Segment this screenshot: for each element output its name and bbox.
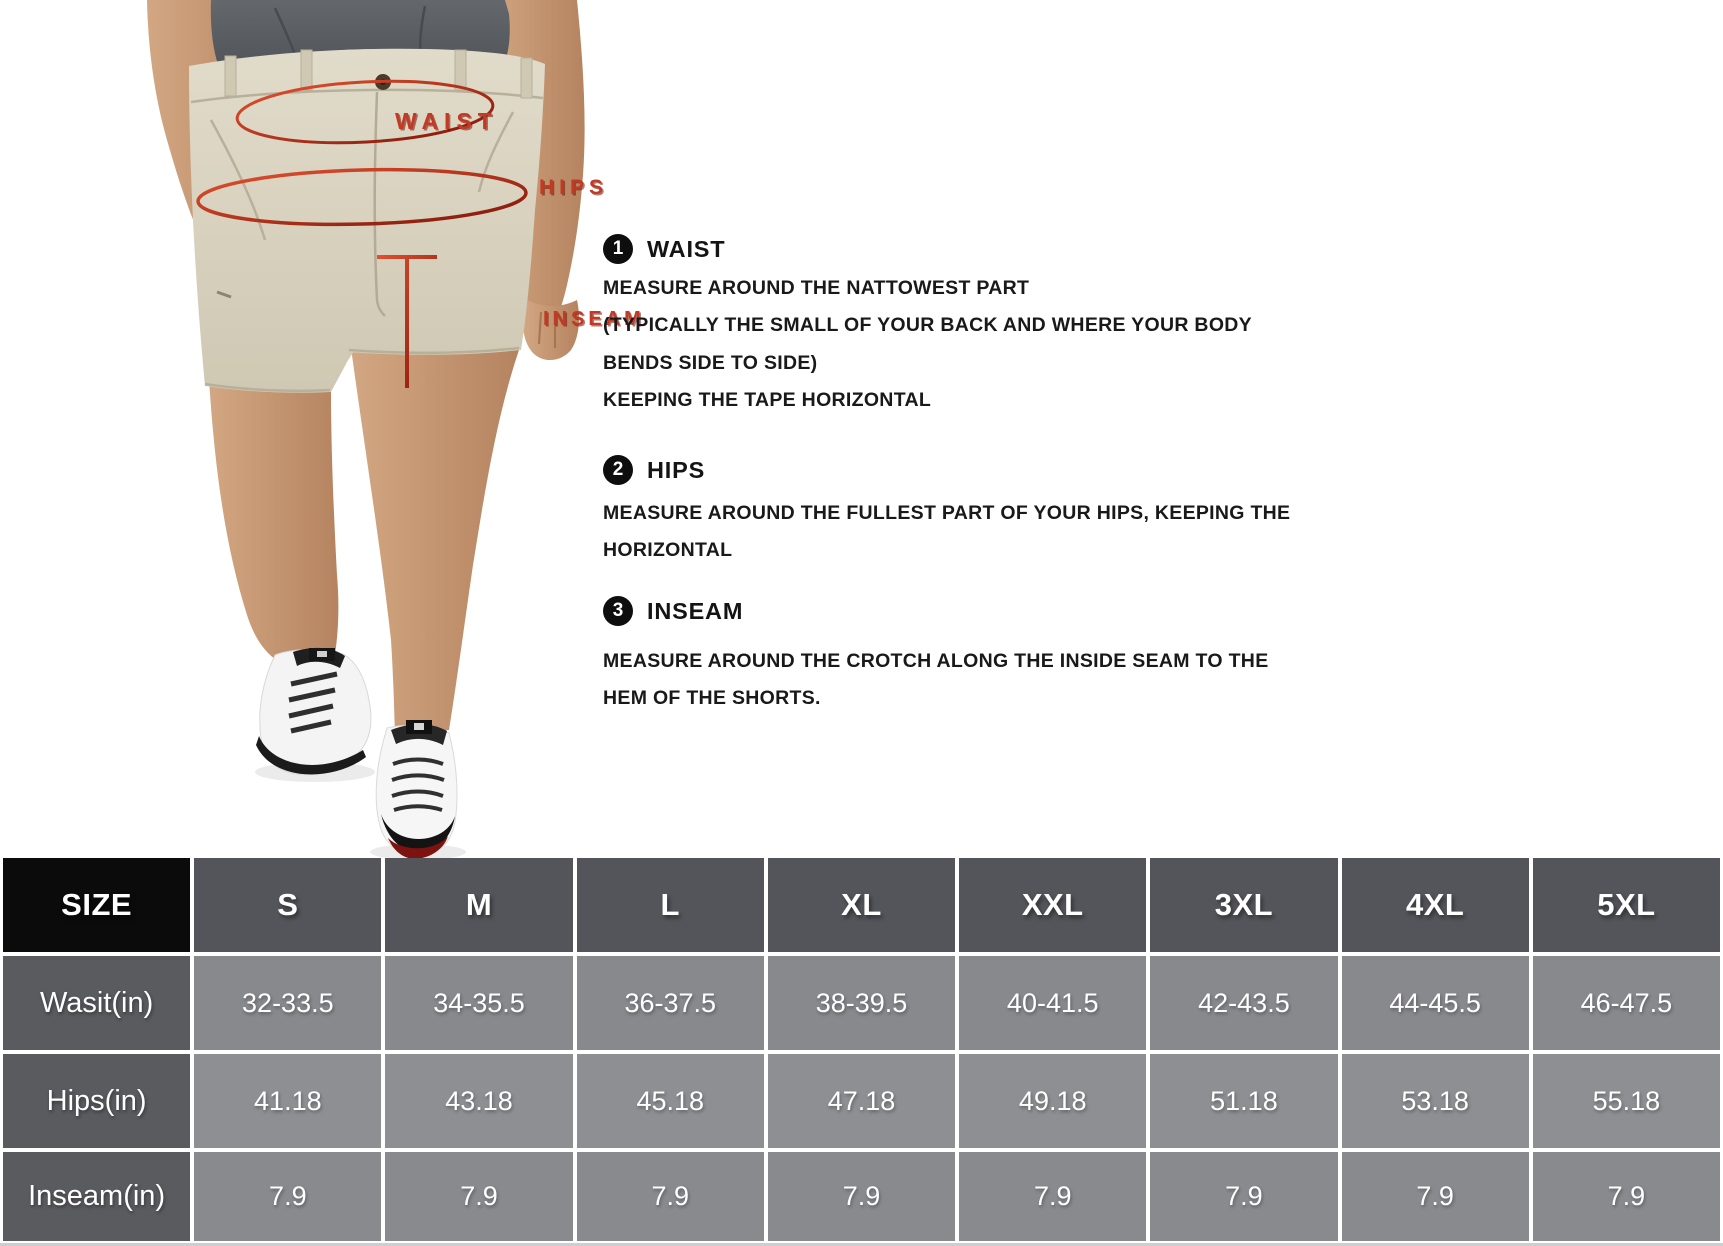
waist-value-3xl: 42-43.5 [1150, 956, 1337, 1050]
waist-value-xl: 38-39.5 [768, 956, 955, 1050]
instruction-hips [603, 455, 1363, 570]
waist-value-xxl: 40-41.5 [959, 956, 1146, 1050]
instruction-inseam-title: INSEAM [647, 597, 744, 624]
instruction-line: KEEPING THE TAPE HORIZONTAL [603, 389, 932, 412]
instruction-line: (TYPICALLY THE SMALL OF YOUR BACK AND WHERE YOUR BODY [603, 314, 1252, 337]
size-table [3, 858, 1720, 1241]
size-header-s: S [194, 858, 381, 952]
instruction-waist [603, 234, 1363, 420]
size-header-xl: XL [768, 858, 955, 952]
hips-annotation-label: HIPS [539, 176, 609, 199]
inseam-annotation-label: INSEAM [543, 308, 645, 330]
inseam-value-5xl: 7.9 [1533, 1152, 1720, 1241]
size-header-3xl: 3XL [1150, 858, 1337, 952]
belt-loop [225, 56, 236, 96]
waist-value-l: 36-37.5 [577, 956, 764, 1050]
instruction-hips-title: HIPS [647, 456, 706, 483]
inseam-value-xxl: 7.9 [959, 1152, 1146, 1241]
number-badge-3: 3 [603, 596, 633, 626]
instruction-line: MEASURE AROUND THE NATTOWEST PART [603, 277, 1030, 299]
instruction-hips-heading [603, 455, 1363, 485]
instruction-hips-body [603, 495, 1363, 570]
hips-value-xl: 47.18 [768, 1054, 955, 1148]
size-header-5xl: 5XL [1533, 858, 1720, 952]
instruction-line: HORIZONTAL [603, 539, 733, 562]
row-label-hips: Hips(in) [3, 1054, 190, 1148]
inseam-value-m: 7.9 [385, 1152, 572, 1241]
belt-loop [455, 50, 466, 90]
hips-value-s: 41.18 [194, 1054, 381, 1148]
waist-value-m: 34-35.5 [385, 956, 572, 1050]
waist-value-4xl: 44-45.5 [1342, 956, 1529, 1050]
model-figure-area [125, 0, 645, 860]
instruction-waist-body [603, 270, 1363, 420]
row-label-inseam: Inseam(in) [3, 1152, 190, 1241]
inseam-value-3xl: 7.9 [1150, 1152, 1337, 1241]
instruction-inseam-body [603, 643, 1363, 718]
hips-value-l: 45.18 [577, 1054, 764, 1148]
number-badge-2: 2 [603, 455, 633, 485]
model-photo [125, 0, 595, 860]
left-leg [209, 380, 338, 666]
instruction-line: MEASURE AROUND THE FULLEST PART OF YOUR HIPS, KEEPING THE [603, 502, 1291, 524]
waist-value-5xl: 46-47.5 [1533, 956, 1720, 1050]
size-header-xxl: XXL [959, 858, 1146, 952]
number-badge-1: 1 [603, 234, 633, 264]
instruction-line: BENDS SIDE TO SIDE) [603, 351, 818, 374]
size-table-corner-header: SIZE [3, 858, 190, 952]
inseam-value-l: 7.9 [577, 1152, 764, 1241]
size-header-4xl: 4XL [1342, 858, 1529, 952]
hips-value-3xl: 51.18 [1150, 1054, 1337, 1148]
instruction-line: HEM OF THE SHORTS. [603, 687, 821, 710]
right-shoe-tag-label [414, 723, 424, 730]
size-header-m: M [385, 858, 572, 952]
hips-value-4xl: 53.18 [1342, 1054, 1529, 1148]
belt-loop [521, 58, 532, 98]
hips-value-5xl: 55.18 [1533, 1054, 1720, 1148]
inseam-value-xl: 7.9 [768, 1152, 955, 1241]
waist-annotation-label: WAIST [395, 108, 498, 134]
instruction-inseam-heading [603, 596, 1363, 626]
size-header-l: L [577, 858, 764, 952]
hips-value-m: 43.18 [385, 1054, 572, 1148]
belt-loop [301, 50, 312, 90]
instruction-inseam [603, 596, 1363, 718]
hips-value-xxl: 49.18 [959, 1054, 1146, 1148]
row-label-waist: Wasit(in) [3, 956, 190, 1050]
left-shoe-tag-label [317, 651, 327, 657]
inseam-value-4xl: 7.9 [1342, 1152, 1529, 1241]
right-leg [351, 348, 519, 735]
inseam-value-s: 7.9 [194, 1152, 381, 1241]
waist-value-s: 32-33.5 [194, 956, 381, 1050]
instruction-waist-heading [603, 234, 1363, 264]
instruction-line: MEASURE AROUND THE CROTCH ALONG THE INSIDE SEAM TO THE [603, 650, 1269, 672]
instruction-waist-title: WAIST [647, 235, 726, 262]
